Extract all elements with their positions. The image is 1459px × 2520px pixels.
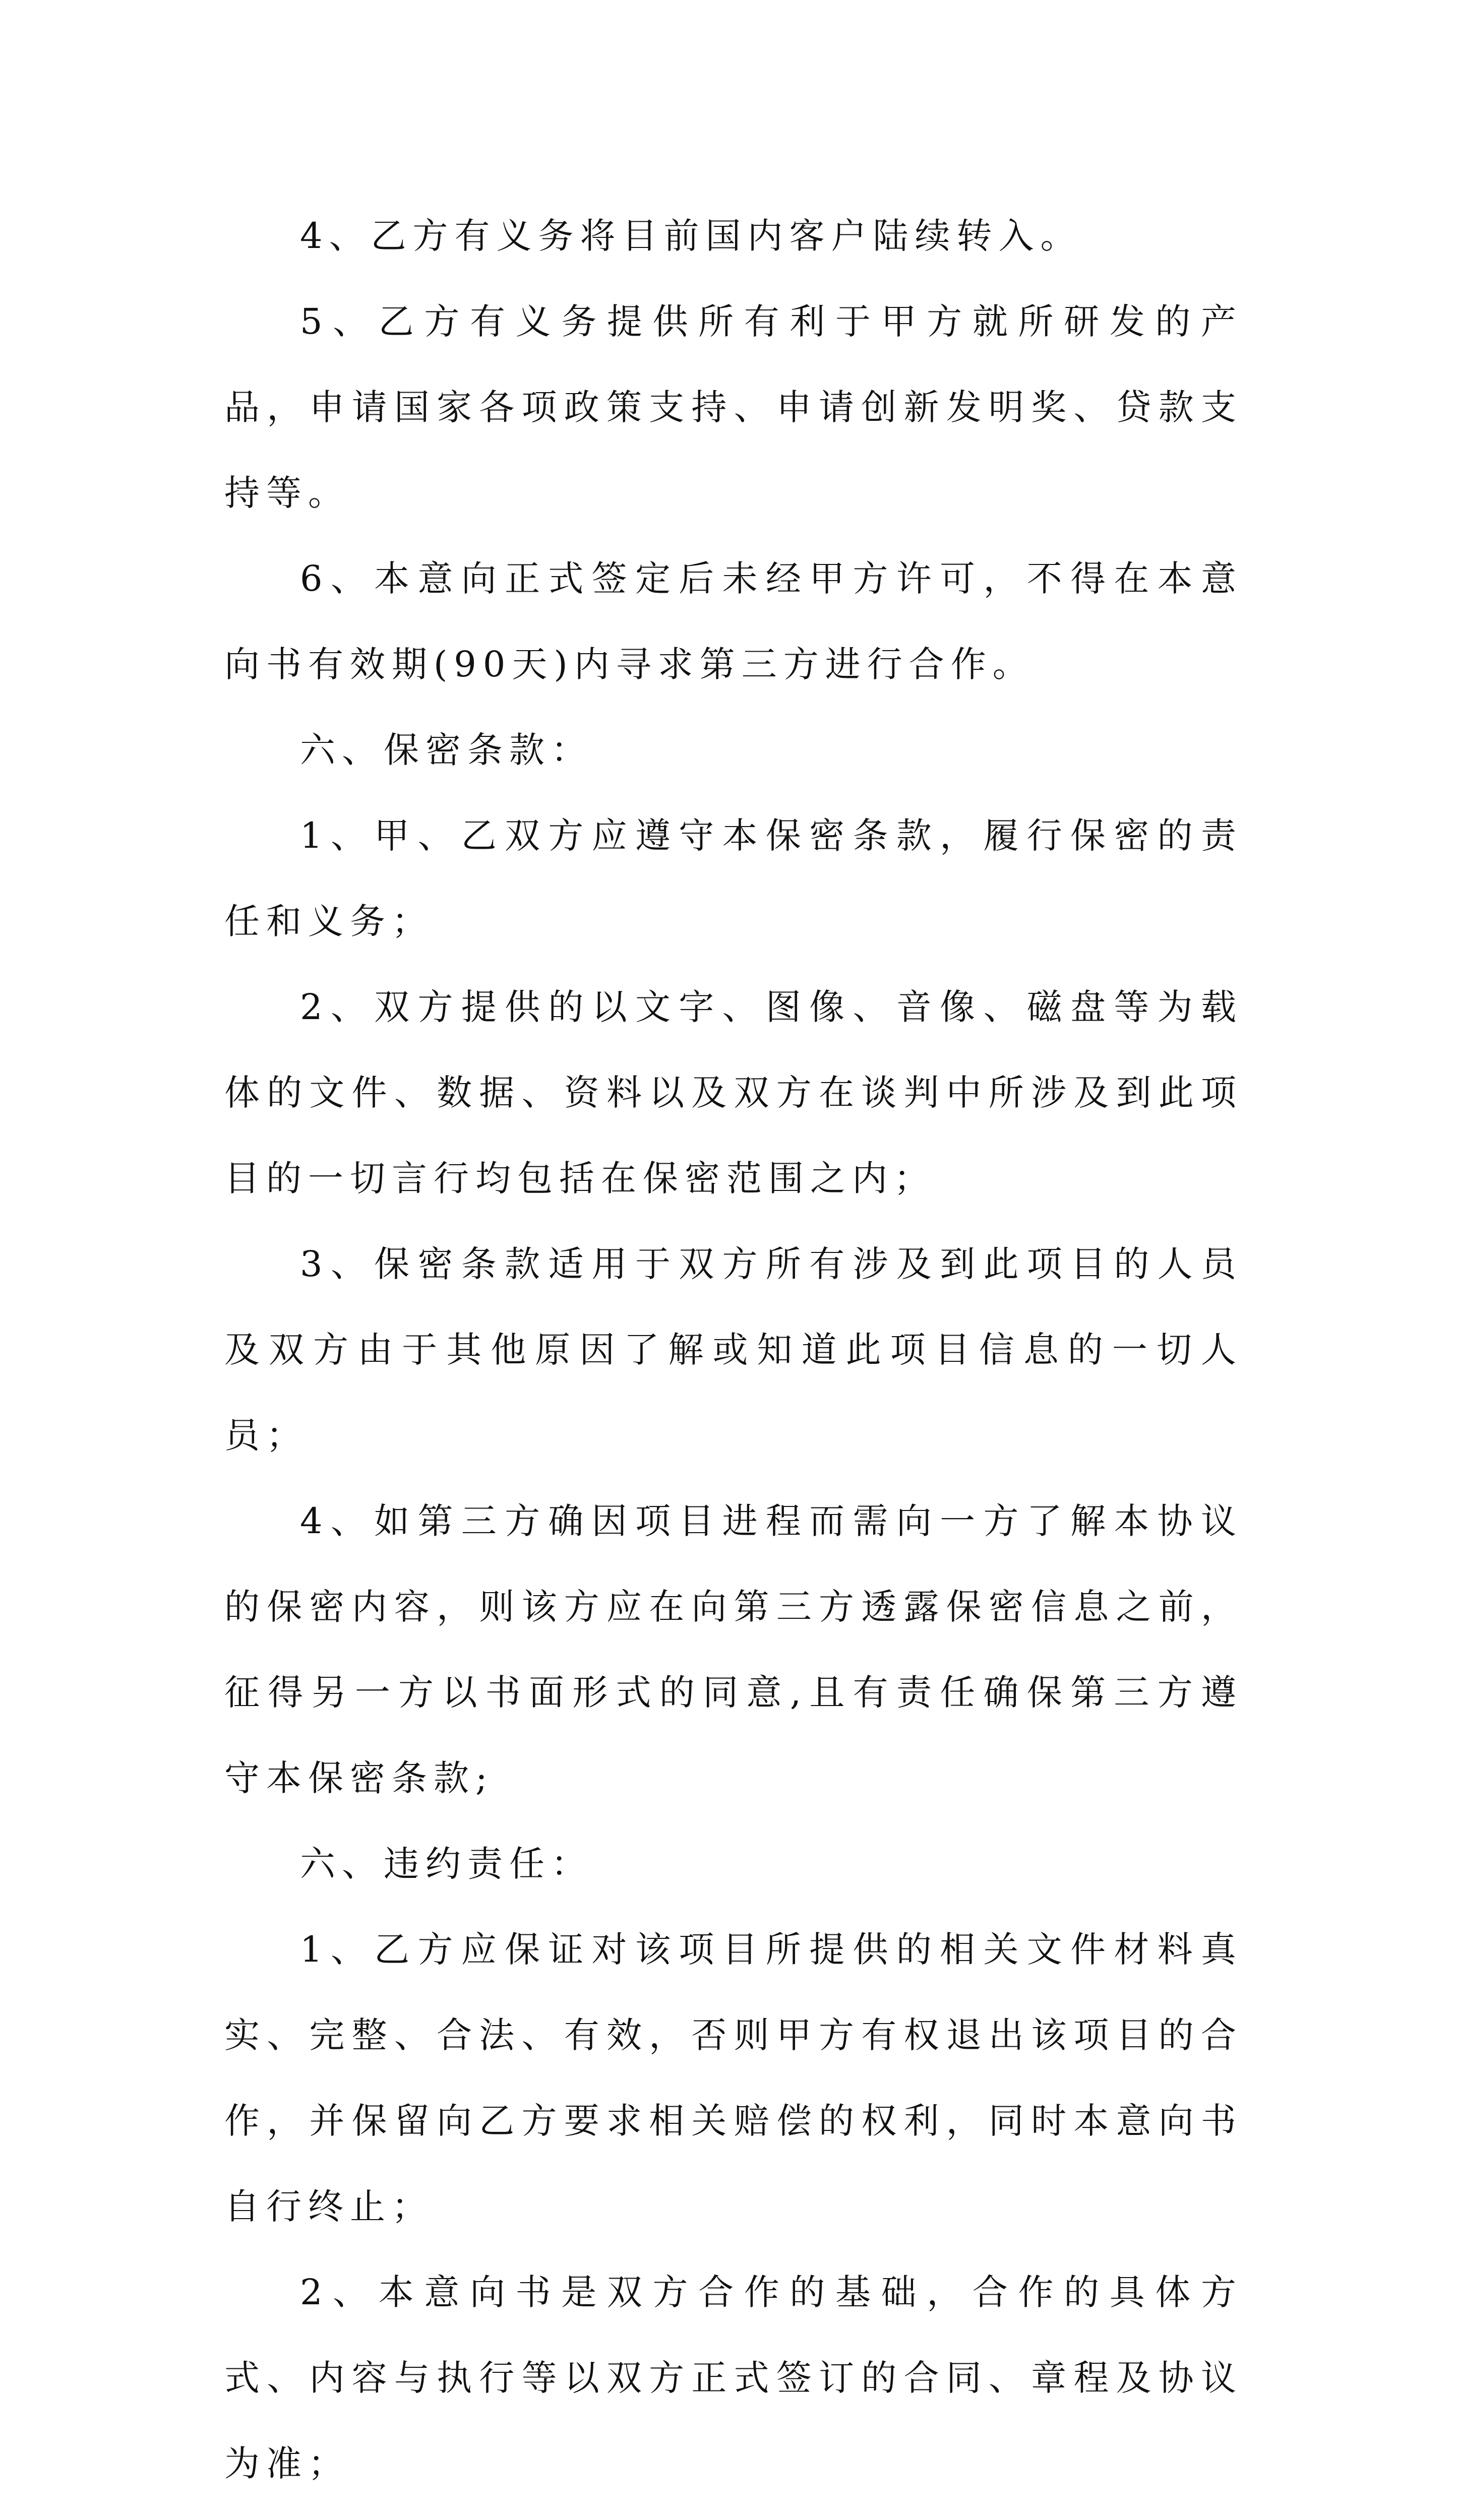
section-heading-liability: 六、违约责任： [300,1843,593,1884]
section-heading-confidentiality: 六、保密条款： [300,729,593,771]
paragraph-confidentiality-2: 2、双方提供的以文字、图像、音像、磁盘等为载体的文件、数据、资料以及双方在谈判中所涉及到此项目的一切言行均包括在保密范围之内； [224,986,1243,1199]
paragraph-liability-2: 2、本意向书是双方合作的基础，合作的具体方式、内容与执行等以双方正式签订的合同、章程及协议为准； [224,2272,1243,2484]
paragraph-confidentiality-1: 1、甲、乙双方应遵守本保密条款，履行保密的责任和义务； [224,815,1243,942]
document-body [224,193,1243,2520]
paragraph-confidentiality-3: 3、保密条款适用于双方所有涉及到此项目的人员及双方由于其他原因了解或知道此项目信息的一切人员； [224,1243,1243,1456]
paragraph-confidentiality-4: 4、如第三方确因项目进程而需向一方了解本协议的保密内容，则该方应在向第三方透露保密信息之前，征得另一方以书面形式的同意,且有责任确保第三方遵守本保密条款; [224,1500,1243,1799]
paragraph-item-5-policy-support: 5、乙方有义务提供所有利于甲方就所研发的产品，申请国家各项政策支持、申请创新发明奖、贷款支持等。 [224,301,1243,514]
paragraph-liability-1: 1、乙方应保证对该项目所提供的相关文件材料真实、完整、合法、有效，否则甲方有权退出该项目的合作，并保留向乙方要求相关赔偿的权利，同时本意向书自行终止； [224,1929,1243,2227]
paragraph-liability-3 [224,2506,1243,2520]
paragraph-item-6-exclusivity: 6、本意向正式签定后未经甲方许可，不得在本意向书有效期(90天)内寻求第三方进行合作。 [224,558,1243,685]
paragraph-item-4-transfer: 4、乙方有义务将目前国内客户陆续转入。 [300,215,1082,257]
